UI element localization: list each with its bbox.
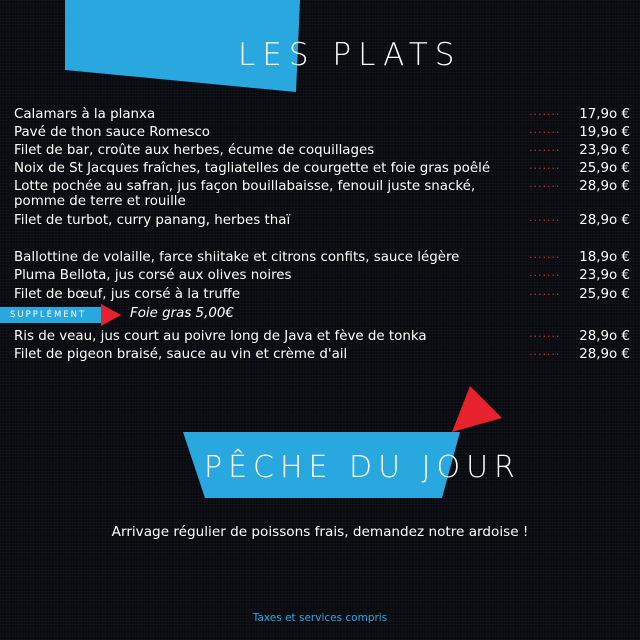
price-dots: ······· bbox=[529, 288, 561, 301]
dish-price: 18,9o € bbox=[579, 250, 630, 265]
footer-note: Taxes et services compris bbox=[252, 612, 388, 624]
peche-title: PÊCHE DU JOUR bbox=[204, 450, 521, 485]
dish-name: Pluma Bellota, jus corsé aux olives noires bbox=[14, 268, 292, 283]
dish-name: Lotte pochée au safran, jus façon bouillabaisse, fenouil juste snacké, pomme de terre et rouille bbox=[14, 179, 476, 209]
dish-name: Ris de veau, jus court au poivre long de Java et fève de tonka bbox=[14, 329, 427, 344]
dish-name: Ballottine de volaille, farce shiitake et citrons confits, sauce légère bbox=[14, 250, 460, 265]
dish-price: 25,9o € bbox=[579, 287, 630, 302]
price-dots: ······· bbox=[529, 144, 561, 157]
dish-price: 17,9o € bbox=[579, 107, 630, 122]
price-dots: ······· bbox=[529, 214, 561, 227]
dish-name: Filet de pigeon braisé, sauce au vin et crème d'ail bbox=[14, 347, 348, 362]
dish-price: 28,9o € bbox=[579, 347, 630, 362]
price-dots: ······· bbox=[529, 108, 561, 121]
dish-price: 28,9o € bbox=[579, 179, 630, 194]
dish-price: 23,9o € bbox=[579, 143, 630, 158]
price-dots: ······· bbox=[529, 269, 561, 282]
dish-name: Filet de bar, croûte aux herbes, écume de coquillages bbox=[14, 143, 375, 158]
dish-price: 19,9o € bbox=[579, 125, 630, 140]
dish-price: 28,9o € bbox=[579, 329, 630, 344]
dish-name: Filet de turbot, curry panang, herbes thaï bbox=[14, 213, 291, 228]
dish-price: 28,9o € bbox=[579, 213, 630, 228]
red-arrow-icon bbox=[101, 304, 121, 326]
price-dots: ······· bbox=[529, 251, 561, 264]
dish-name: Filet de bœuf, jus corsé à la truffe bbox=[14, 287, 241, 302]
peche-subtitle: Arrivage régulier de poissons frais, demandez notre ardoise ! bbox=[111, 524, 529, 540]
price-dots: ······· bbox=[529, 126, 561, 139]
supplement-badge: SUPPLÉMENT bbox=[0, 307, 101, 323]
supplement-text: Foie gras 5,00€ bbox=[130, 306, 234, 321]
dish-price: 23,9o € bbox=[579, 268, 630, 283]
price-dots: ······· bbox=[529, 180, 561, 193]
dish-name: Pavé de thon sauce Romesco bbox=[14, 125, 211, 140]
dish-name: Noix de St Jacques fraîches, tagliatelles de courgette et foie gras poêlé bbox=[14, 161, 491, 176]
price-dots: ······· bbox=[529, 330, 561, 343]
price-dots: ······· bbox=[529, 348, 561, 361]
page-title: LES PLATS bbox=[238, 37, 462, 73]
price-dots: ······· bbox=[529, 162, 561, 175]
dish-price: 25,9o € bbox=[579, 161, 630, 176]
dish-name: Calamars à la planxa bbox=[14, 107, 156, 122]
